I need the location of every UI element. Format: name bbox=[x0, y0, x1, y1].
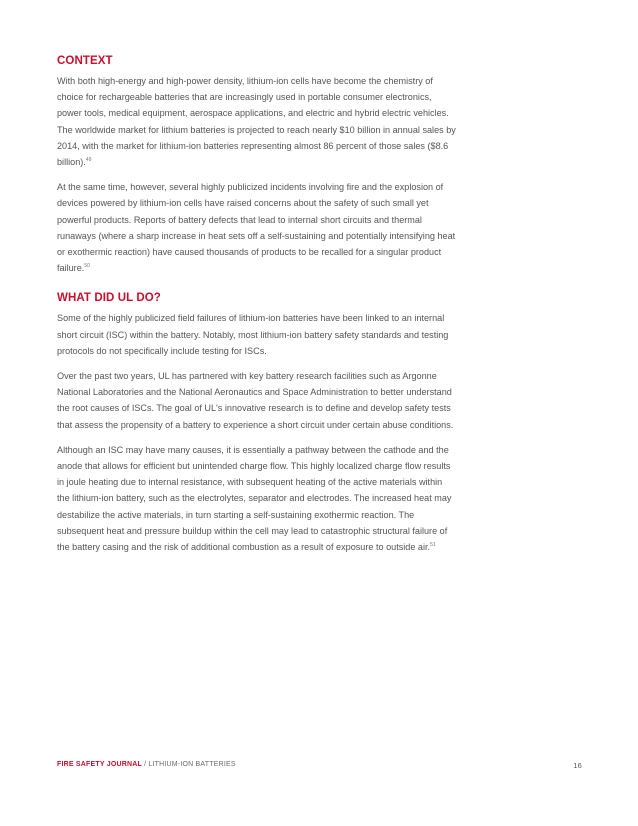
paragraph: At the same time, however, several highly publicized incidents involving fire and the explosion of devices powered by lithium-ion cells have raised concerns about the safety of such small yet powerful products. Reports of battery defects that lead to internal short circuits and thermal runaways (where a sharp increase in heat sets off a self-sustaining and potentially intensifying heat or exothermic reaction) have caused thousands of products to be recalled for a singular product failure.$^{50}$ bbox=[57, 182, 456, 274]
paragraph: Over the past two years, UL has partnered with key battery research facilities such as Argonne National Laboratories and the National Aeronautics and Space Administration to better understand the root causes of ISCs. The goal of UL's innovative research is to define and develop safety tests that assess the propensity of a battery to experience a short circuit under certain abuse conditions. bbox=[57, 371, 454, 430]
article-body bbox=[57, 53, 457, 564]
footer-topic: LITHIUM-ION BATTERIES bbox=[148, 761, 236, 768]
publication-title: FIRE SAFETY JOURNAL bbox=[57, 761, 142, 768]
section-context bbox=[57, 53, 457, 276]
section-what-did-ul-do bbox=[57, 290, 457, 555]
page-footer bbox=[57, 761, 582, 773]
paragraph: Some of the highly publicized field failures of lithium-ion batteries have been linked to an internal short circuit (ISC) within the battery. Notably, most lithium-ion battery safety standards and testing protocols do not specifically include testing for ISCs. bbox=[57, 313, 449, 356]
footnote-reference: 49 bbox=[85, 156, 92, 163]
paragraph: Although an ISC may have many causes, it is essentially a pathway between the cathode and the anode that allows for efficient but unintended charge flow. This highly localized charge flow results in joule heating due to internal resistance, with subsequent heating of the active materials within the lithium-ion battery, such as the electrolytes, separator and electrodes. The increased heat may destabilize the active materials, in turn starting a self-sustaining exothermic reaction. The subsequent heat and pressure buildup within the cell may lead to catastrophic structural failure of the battery casing and the risk of additional combustion as a result of exposure to outside air.$^{51}$ bbox=[57, 444, 452, 553]
page-number: 16 bbox=[573, 761, 582, 770]
section-heading: CONTEXT bbox=[57, 55, 113, 67]
footer-separator: / bbox=[141, 761, 149, 768]
footnote-reference: 50 bbox=[84, 263, 90, 270]
footnote-reference: 51 bbox=[430, 542, 436, 549]
running-footer bbox=[57, 761, 236, 768]
section-heading: WHAT DID UL DO? bbox=[57, 292, 161, 305]
paragraph: With both high-energy and high-power density, lithium-ion cells have become the chemistry of choice for rechargeable batteries that are increasingly used in portable consumer electronics, power tools, medical equipment, aerospace applications, and electric and hybrid electric vehicles. The worldwide market for lithium batteries is projected to reach nearly $10 billion in annual sales by 2014, with the market for lithium-ion batteries representing almost 86 percent of those sales ($8.6 billion).$^{49}$ bbox=[57, 76, 456, 168]
